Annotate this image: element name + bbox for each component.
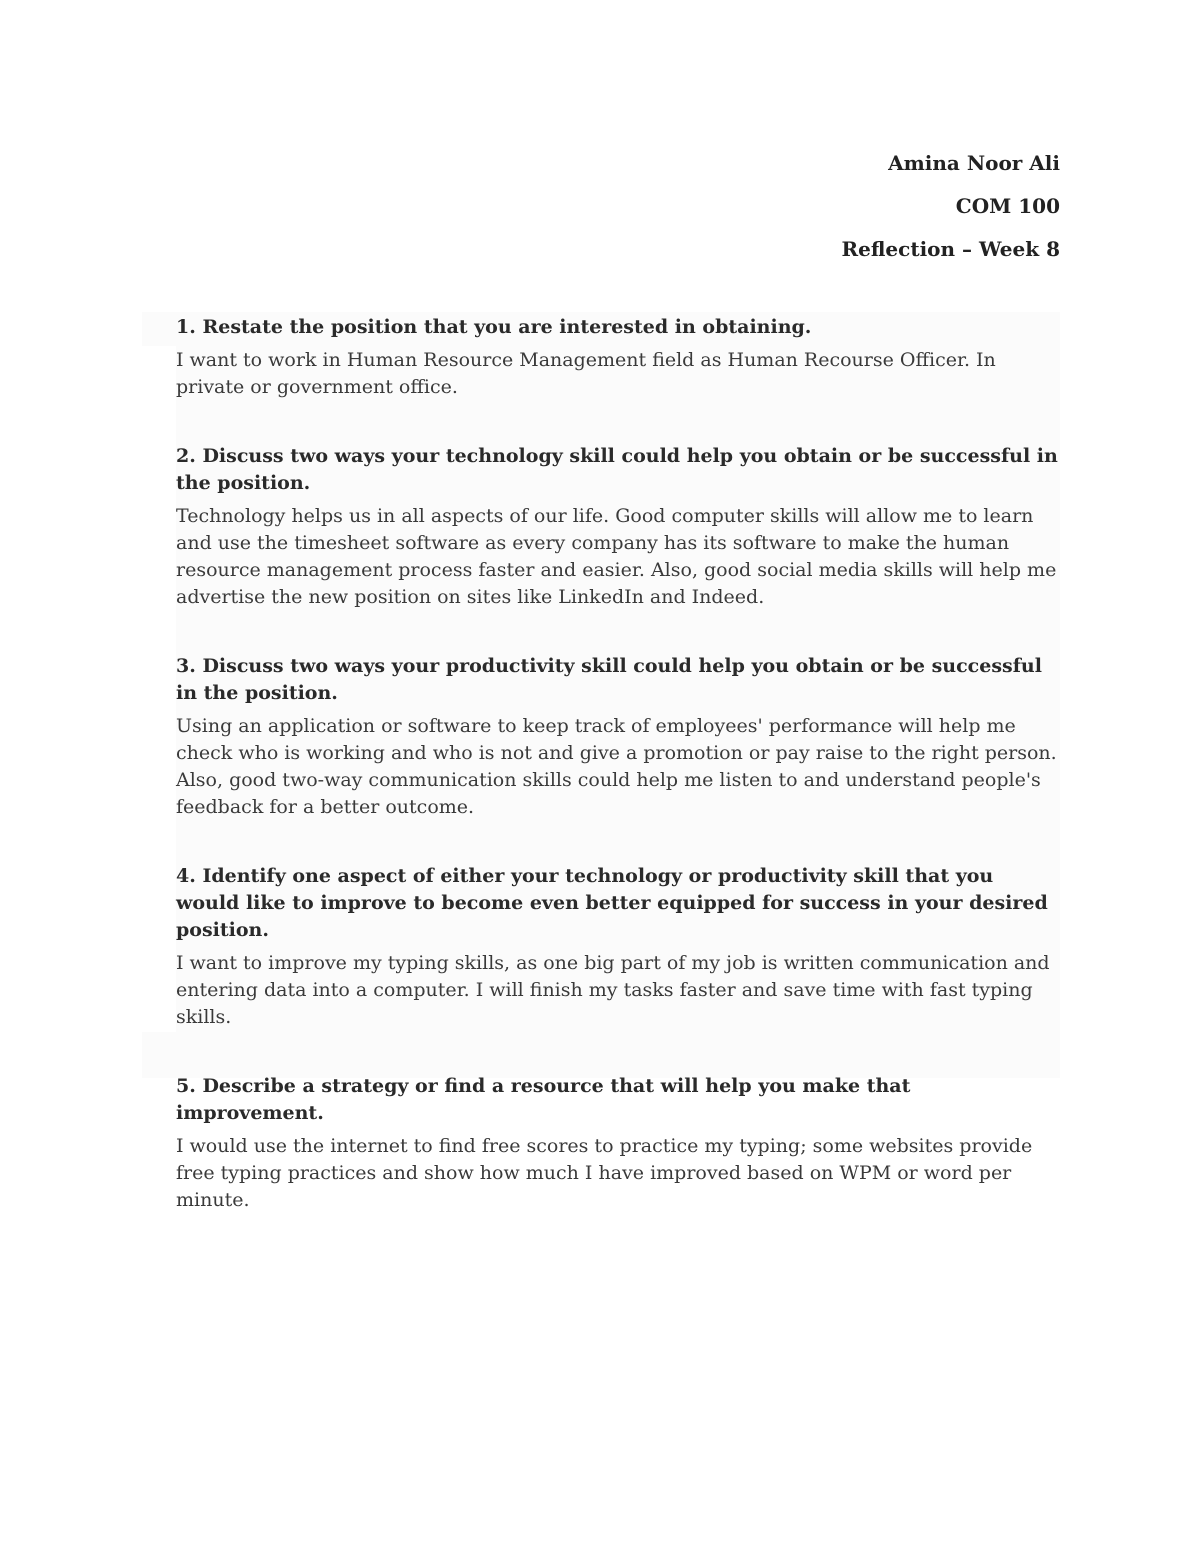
question-1: 1. Restate the position that you are interested in obtaining. xyxy=(176,316,812,338)
assignment-title: Reflection – Week 8 xyxy=(841,237,1060,261)
answer-1: I want to work in Human Resource Management field as Human Recourse Officer. In private or government office. xyxy=(176,349,996,398)
question-block-5 xyxy=(176,1073,1060,1214)
question-4: 4. Identify one aspect of either your technology or productivity skill that you would like to improve to become even better equipped for success in your desired position. xyxy=(176,865,1048,941)
student-name: Amina Noor Ali xyxy=(888,151,1060,175)
course-code: COM 100 xyxy=(955,194,1060,218)
answer-4: I want to improve my typing skills, as one big part of my job is written communication and entering data into a computer. I will finish my tasks faster and save time with fast typing skills. xyxy=(176,952,1050,1028)
answer-3: Using an application or software to keep track of employees' performance will help me check who is working and who is not and give a promotion or pay raise to the right person. Also, good two-way communication skills could help me listen to and understand people's feedback for a better outcome. xyxy=(176,715,1057,818)
question-block-2 xyxy=(176,443,1060,611)
question-3: 3. Discuss two ways your productivity skill could help you obtain or be successful in the position. xyxy=(176,655,1042,704)
document-header xyxy=(842,142,1060,271)
answer-2: Technology helps us in all aspects of our life. Good computer skills will allow me to learn and use the timesheet software as every company has its software to make the human resource management process faster and easier. Also, good social media skills will help me advertise the new position on sites like LinkedIn and Indeed. xyxy=(176,505,1057,608)
reflection-body xyxy=(176,314,1060,1214)
shade-indent xyxy=(142,346,176,1032)
question-5: 5. Describe a strategy or find a resource that will help you make that improvement. xyxy=(176,1075,911,1124)
question-block-4 xyxy=(176,863,1060,1031)
question-2: 2. Discuss two ways your technology skill could help you obtain or be successful in the position. xyxy=(176,445,1058,494)
answer-5: I would use the internet to find free scores to practice my typing; some websites provide free typing practices and show how much I have improved based on WPM or word per minute. xyxy=(176,1135,1033,1211)
question-block-3 xyxy=(176,653,1060,821)
question-block-1 xyxy=(176,314,1060,401)
